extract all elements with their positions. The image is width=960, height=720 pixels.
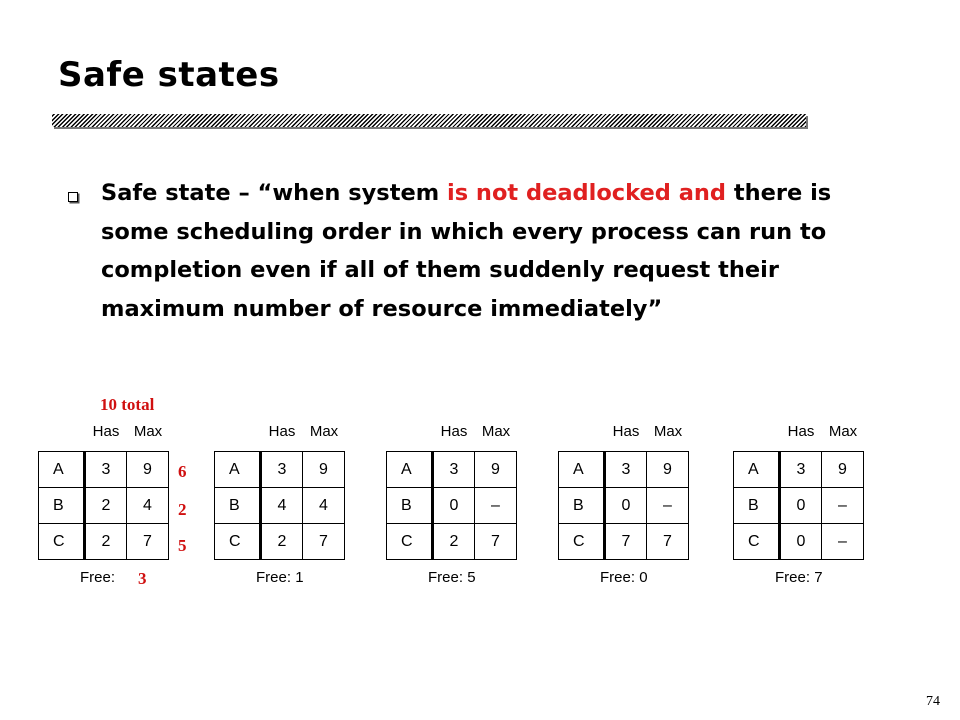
table-row: [215, 524, 345, 560]
free-resources: [80, 569, 115, 586]
max-cell: 7: [647, 524, 689, 560]
free-resources: [428, 569, 476, 586]
table-row: [734, 524, 864, 560]
free-label: Free:: [600, 569, 636, 586]
definition-segment-1: Safe state – “when system: [101, 180, 447, 206]
max-cell: –: [822, 488, 864, 524]
max-header: Max: [309, 423, 339, 440]
process-label: A: [559, 452, 605, 488]
max-cell: 7: [303, 524, 345, 560]
process-label: A: [387, 452, 433, 488]
free-value: 7: [814, 569, 823, 586]
has-header: Has: [612, 423, 640, 440]
safe-state-definition: [101, 174, 841, 328]
max-cell: –: [475, 488, 517, 524]
free-value: 1: [295, 569, 304, 586]
max-header: Max: [481, 423, 511, 440]
has-cell: 2: [261, 524, 303, 560]
table-row: [734, 452, 864, 488]
allocation-grid: [38, 451, 169, 560]
has-header: Has: [92, 423, 120, 440]
max-cell: 4: [303, 488, 345, 524]
has-header: Has: [787, 423, 815, 440]
table-row: [215, 488, 345, 524]
has-cell: 7: [605, 524, 647, 560]
process-label: B: [387, 488, 433, 524]
table-row: [39, 452, 169, 488]
has-cell: 2: [85, 524, 127, 560]
max-cell: 9: [647, 452, 689, 488]
allocation-grid: [733, 451, 864, 560]
max-cell: 9: [127, 452, 169, 488]
free-label: Free:: [256, 569, 292, 586]
max-header: Max: [828, 423, 858, 440]
table-row: [39, 488, 169, 524]
process-label: C: [734, 524, 780, 560]
table-row: [39, 524, 169, 560]
max-cell: 9: [822, 452, 864, 488]
has-cell: 0: [780, 488, 822, 524]
process-label: C: [387, 524, 433, 560]
free-label: Free:: [80, 569, 116, 586]
has-cell: 2: [433, 524, 475, 560]
has-header: Has: [268, 423, 296, 440]
bullet-marker-icon: [68, 192, 78, 202]
max-cell: 4: [127, 488, 169, 524]
max-cell: 9: [303, 452, 345, 488]
remaining-need-a: 6: [178, 462, 187, 481]
has-cell: 3: [433, 452, 475, 488]
table-row: [387, 524, 517, 560]
has-cell: 3: [261, 452, 303, 488]
has-cell: 3: [85, 452, 127, 488]
table-row: [559, 524, 689, 560]
process-label: B: [734, 488, 780, 524]
allocation-grid: [386, 451, 517, 560]
slide-title: Safe states: [58, 55, 280, 95]
free-resources: [775, 569, 823, 586]
table-row: [215, 452, 345, 488]
remaining-need-b: 2: [178, 500, 187, 519]
max-cell: 9: [475, 452, 517, 488]
max-cell: 7: [475, 524, 517, 560]
remaining-need-c: 5: [178, 536, 187, 555]
has-cell: 4: [261, 488, 303, 524]
table-row: [559, 488, 689, 524]
total-resources-annotation: 10 total: [100, 395, 155, 414]
max-header: Max: [133, 423, 163, 440]
table-row: [559, 452, 689, 488]
allocation-grid: [214, 451, 345, 560]
definition-segment-highlight: is not deadlocked and: [446, 180, 727, 206]
free-label: Free:: [775, 569, 811, 586]
definition-segment-3: there is some scheduling order in which every process can run to completion even if all of them suddenly request their maximum number of resource immediately”: [101, 180, 832, 322]
allocation-grid: [558, 451, 689, 560]
free-value-annotation: 3: [138, 569, 147, 588]
max-cell: –: [647, 488, 689, 524]
process-label: A: [734, 452, 780, 488]
free-resources: [600, 569, 648, 586]
process-label: A: [215, 452, 261, 488]
has-cell: 3: [780, 452, 822, 488]
table-row: [734, 488, 864, 524]
has-cell: 0: [780, 524, 822, 560]
has-cell: 3: [605, 452, 647, 488]
has-cell: 0: [433, 488, 475, 524]
process-label: C: [559, 524, 605, 560]
free-value: 5: [467, 569, 476, 586]
process-label: C: [39, 524, 85, 560]
max-cell: 7: [127, 524, 169, 560]
process-label: C: [215, 524, 261, 560]
max-cell: –: [822, 524, 864, 560]
free-value: 0: [639, 569, 648, 586]
process-label: B: [215, 488, 261, 524]
page-number: 74: [926, 694, 940, 709]
max-header: Max: [653, 423, 683, 440]
free-label: Free:: [428, 569, 464, 586]
table-row: [387, 488, 517, 524]
free-resources: [256, 569, 304, 586]
title-underline: [52, 114, 806, 127]
has-cell: 2: [85, 488, 127, 524]
table-row: [387, 452, 517, 488]
has-header: Has: [440, 423, 468, 440]
process-label: B: [559, 488, 605, 524]
process-label: B: [39, 488, 85, 524]
has-cell: 0: [605, 488, 647, 524]
process-label: A: [39, 452, 85, 488]
